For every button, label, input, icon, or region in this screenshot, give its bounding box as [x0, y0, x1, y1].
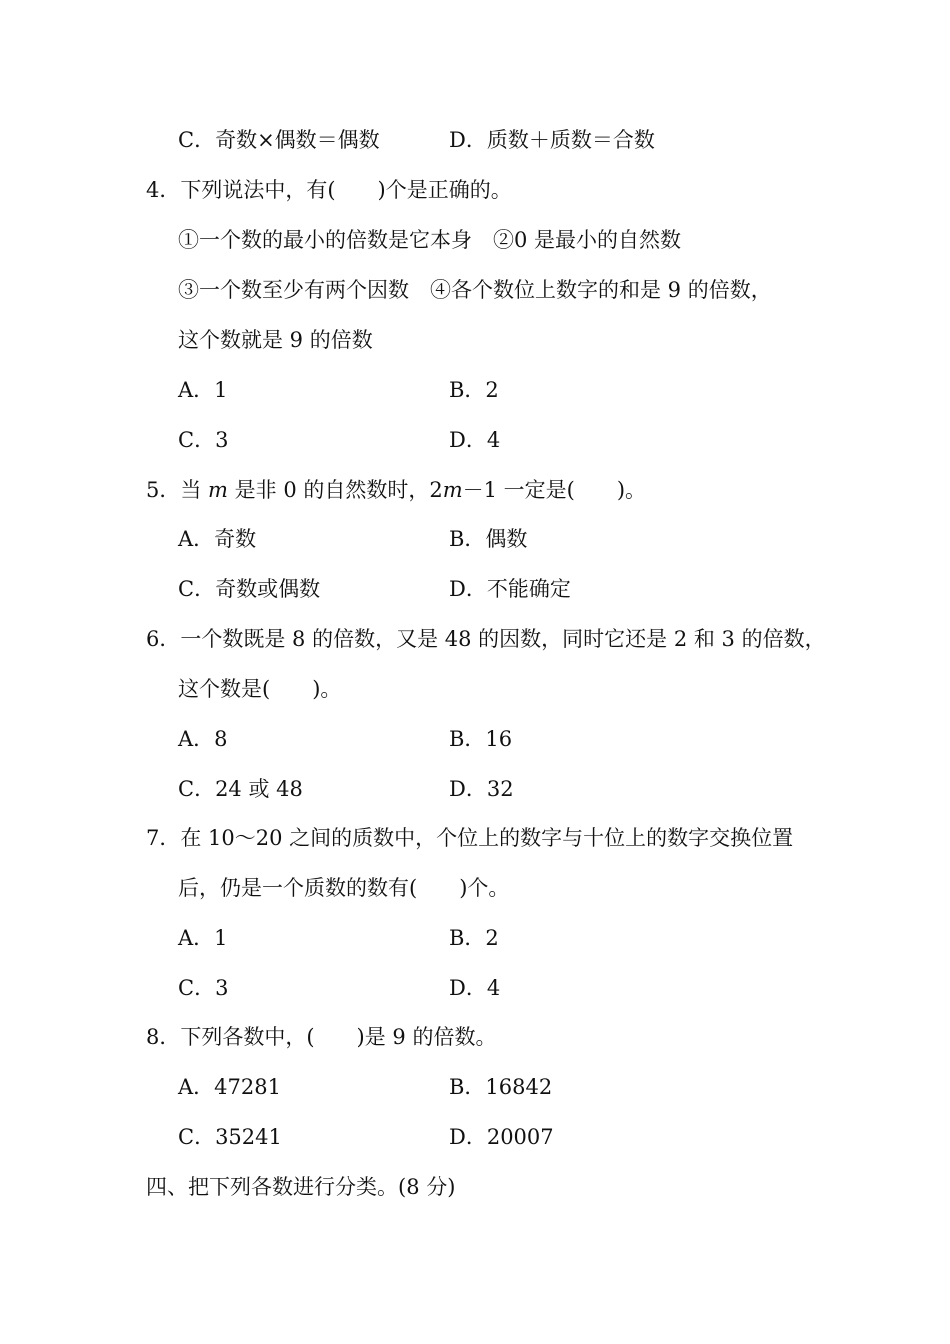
q6-option-a: A．8: [178, 727, 228, 751]
q3-option-c: C．奇数×偶数＝偶数: [178, 128, 380, 152]
q6-option-c: C．24 或 48: [178, 777, 303, 801]
q7-option-a: A．1: [178, 926, 228, 950]
q5-stem-suffix: －1 一定是( )。: [462, 478, 647, 502]
q4-option-d: D．4: [449, 428, 501, 452]
q8-option-d: D．20007: [449, 1125, 554, 1149]
q4-statement-line2: ③一个数至少有两个因数 ④各个数位上数字的和是 9 的倍数，: [178, 278, 772, 302]
q8-stem: 8．下列各数中，( )是 9 的倍数。: [146, 1025, 497, 1049]
q8-option-a: A．47281: [178, 1075, 281, 1099]
q7-stem-line2: 后，仍是一个质数的数有( )个。: [178, 876, 510, 900]
q8-option-c: C．35241: [178, 1125, 282, 1149]
q5-stem: [146, 476, 646, 504]
q6-option-d: D．32: [449, 777, 514, 801]
q5-stem-prefix: 5．当: [146, 478, 209, 502]
q5-variable-m: m: [208, 478, 228, 502]
q4-statement-line3: 这个数就是 9 的倍数: [178, 328, 373, 352]
q5-option-d: D．不能确定: [449, 577, 571, 601]
q5-stem-mid: 是非 0 的自然数时，2: [227, 478, 443, 502]
q4-stem: 4．下列说法中，有( )个是正确的。: [146, 178, 512, 202]
q5-option-c: C．奇数或偶数: [178, 577, 321, 601]
q5-variable-m-2: m: [442, 478, 463, 502]
q4-option-b: B．2: [449, 378, 499, 402]
q6-option-b: B．16: [449, 727, 513, 751]
q4-option-c: C．3: [178, 428, 229, 452]
q4-option-a: A．1: [178, 378, 228, 402]
q6-stem-line2: 这个数是( )。: [178, 677, 342, 701]
section-4-heading: 四、把下列各数进行分类。(8 分): [146, 1175, 456, 1199]
q7-stem-line1: 7．在 10～20 之间的质数中，个位上的数字与十位上的数字交换位置: [146, 826, 794, 850]
q8-option-b: B．16842: [449, 1075, 553, 1099]
q7-option-b: B．2: [449, 926, 499, 950]
q7-option-c: C．3: [178, 976, 229, 1000]
q4-statement-line1: ①一个数的最小的倍数是它本身 ②0 是最小的自然数: [178, 228, 682, 252]
q5-option-b: B．偶数: [449, 527, 528, 551]
q6-stem-line1: 6．一个数既是 8 的倍数，又是 48 的因数，同时它还是 2 和 3 的倍数，: [146, 627, 826, 651]
q7-option-d: D．4: [449, 976, 501, 1000]
q5-option-a: A．奇数: [178, 527, 257, 551]
q3-option-d: D．质数＋质数＝合数: [449, 128, 655, 152]
